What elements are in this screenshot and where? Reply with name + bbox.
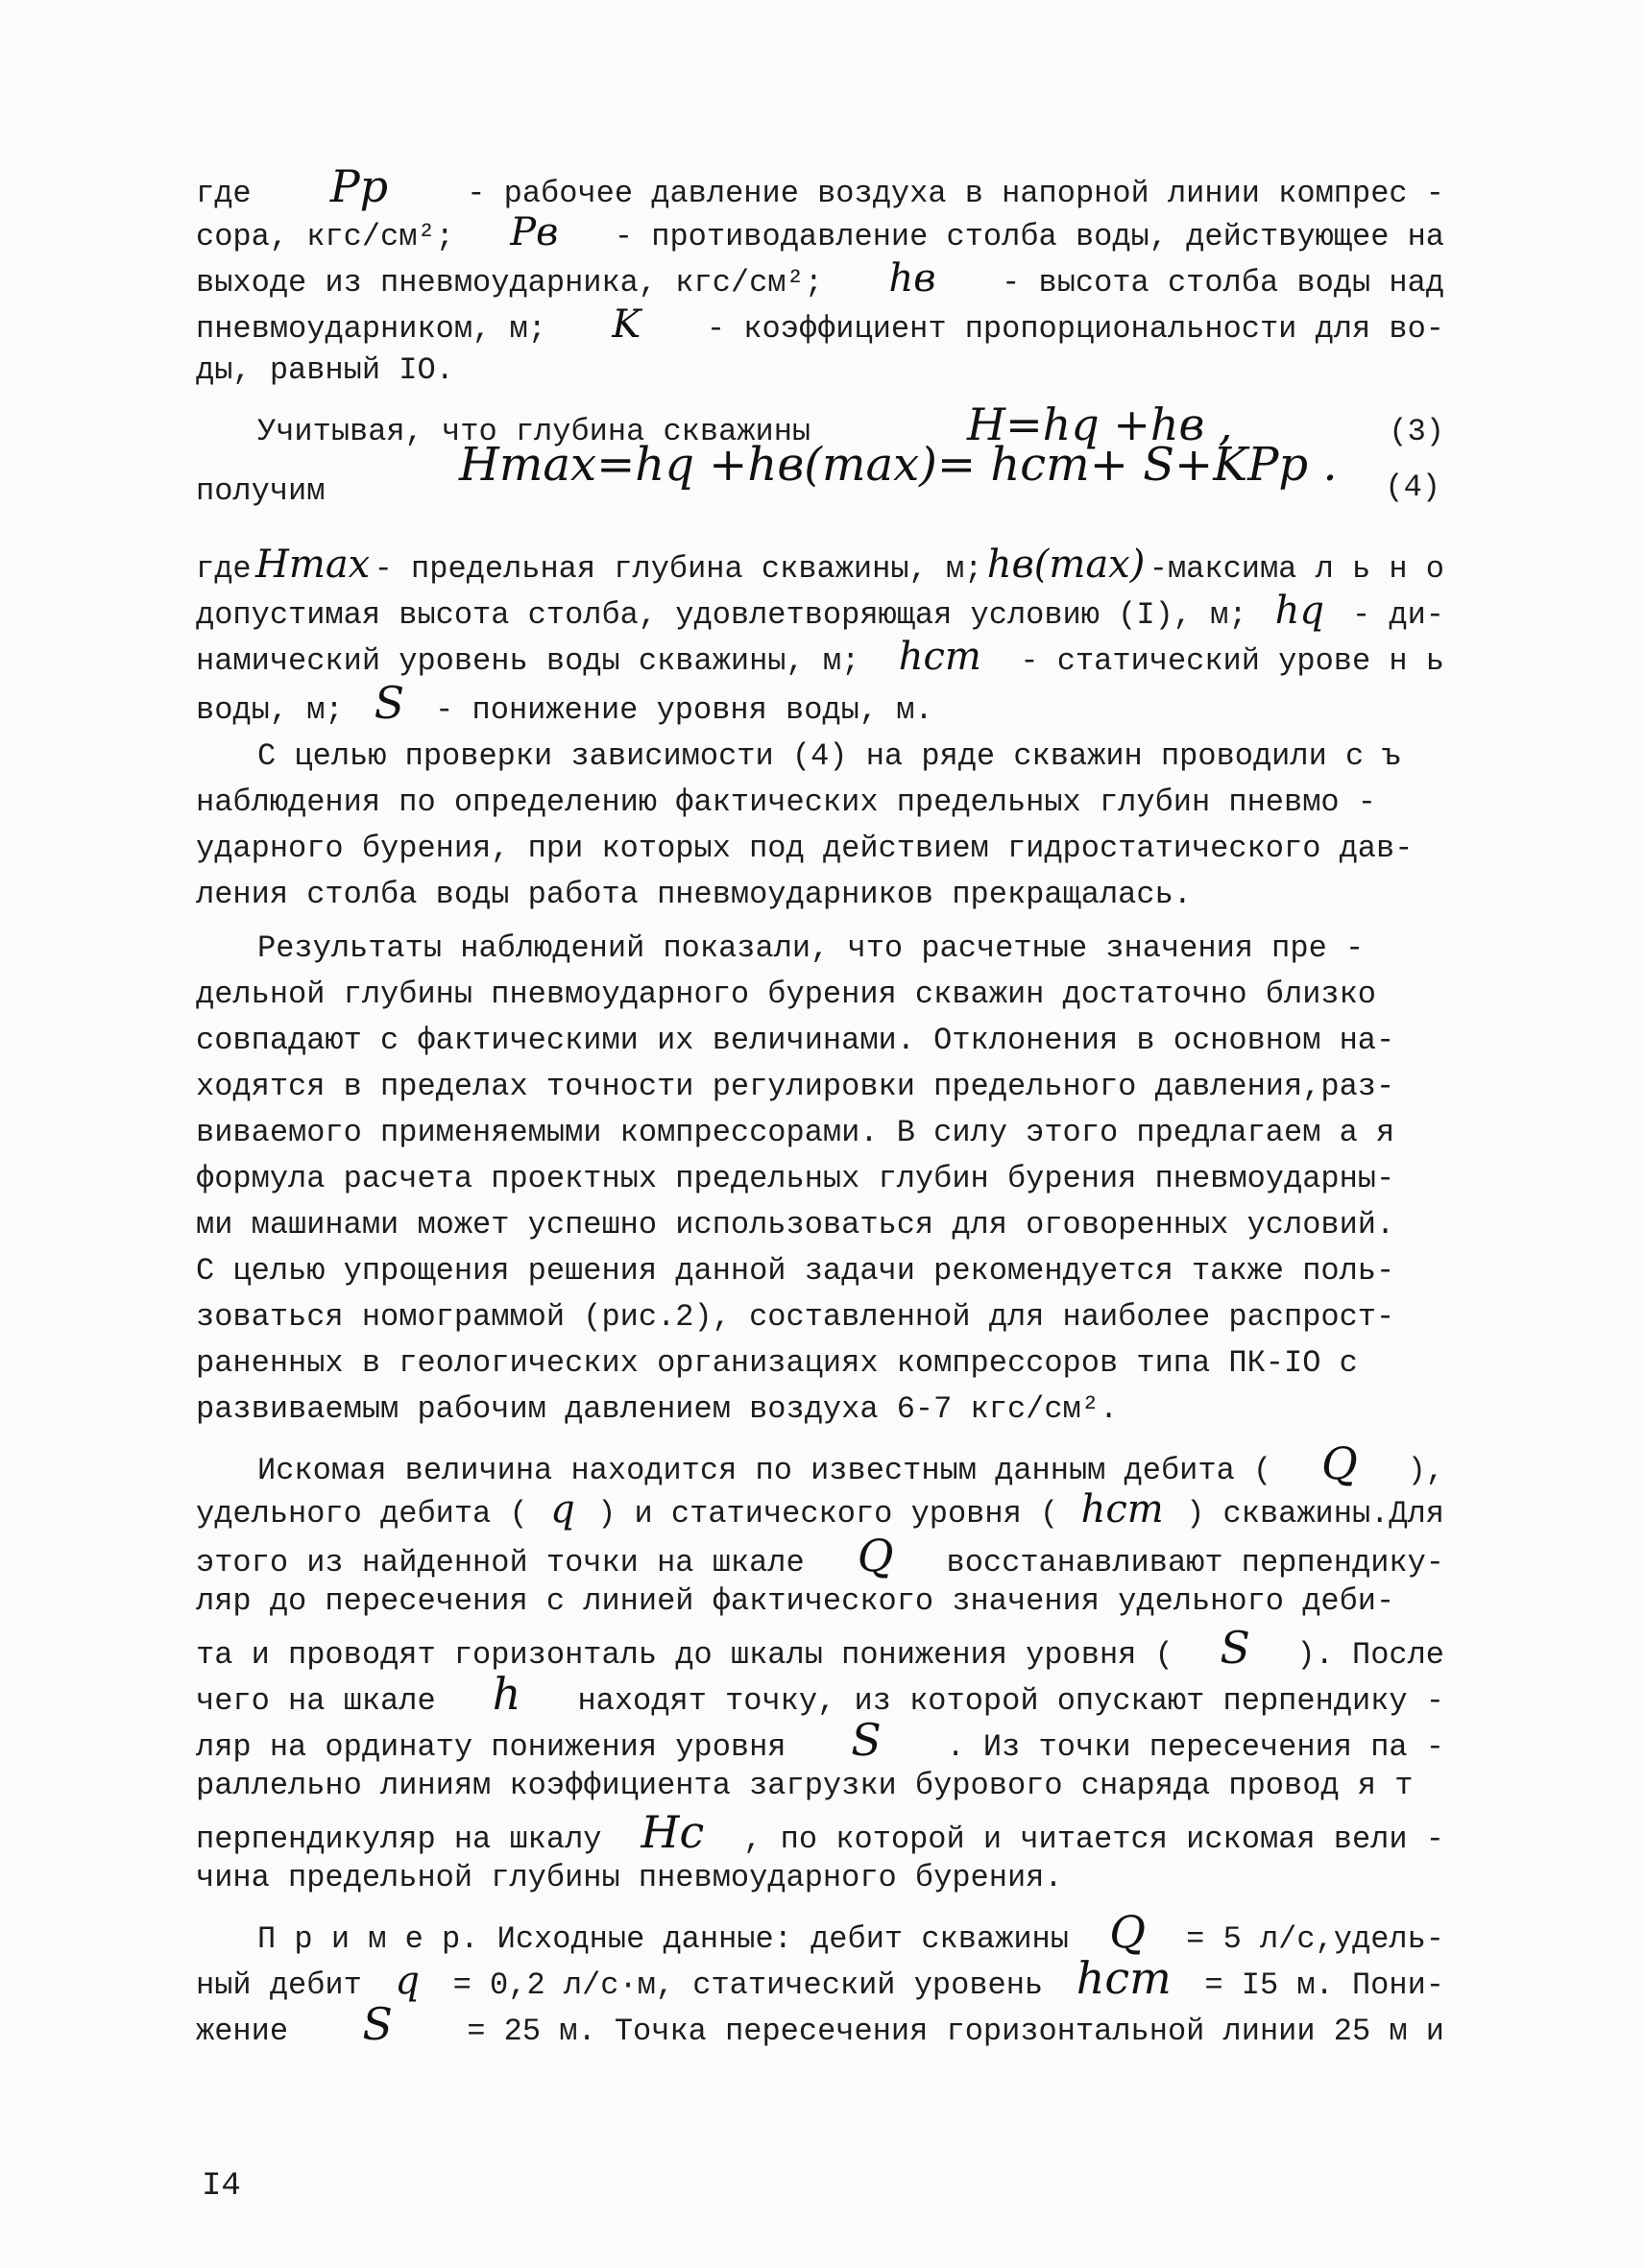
text-line: С целью упрощения решения данной задачи рекомендуется также поль- — [196, 1253, 1395, 1289]
formula-symbol: Pв — [510, 210, 559, 254]
text-line: С целью проверки зависимости (4) на ряде скважин проводили с ъ — [257, 738, 1401, 774]
text-line: ления столба воды работа пневмоударников прекращалась. — [196, 877, 1192, 912]
text-line: ходятся в пределах точности регулировки предельного давления,раз- — [196, 1069, 1395, 1104]
text-line: развиваемым рабочим давлением воздуха 6-7 кгс/см². — [196, 1391, 1119, 1427]
text-line: воды, м; S - понижение уровня воды, м. — [196, 677, 933, 729]
text-line: жение S = 25 м. Точка пересечения горизонтальной линии 25 м и — [196, 1998, 1444, 2050]
text-line: намический уровень воды скважины, м; hcm - статический урове н ь — [196, 635, 1444, 679]
text-line: ляр на ординату понижения уровня S . Из точки пересечения па - — [196, 1714, 1444, 1766]
text-line: формула расчета проектных предельных глубин бурения пневмоударны- — [196, 1161, 1395, 1196]
formula-symbol: S — [851, 1714, 882, 1766]
page-body — [196, 160, 1444, 2050]
text-line: совпадают с фактическими их величинами. Отклонения в основном на- — [196, 1023, 1395, 1058]
paragraph-example — [196, 1906, 1444, 2050]
text-line: та и проводят горизонталь до шкалы понижения уровня ( S ). После — [196, 1622, 1444, 1674]
text-line: дельной глубины пневмоударного бурения скважин достаточно близко — [196, 977, 1376, 1012]
text-line: Результаты наблюдений показали, что расчетные значения пре - — [257, 930, 1365, 966]
paragraph-verification — [196, 734, 1444, 918]
formula: H=hq +hв , — [966, 398, 1233, 450]
formula-symbol: Q — [857, 1530, 894, 1581]
formula-symbol: S — [362, 1998, 393, 2050]
formula-symbol: Hc — [641, 1806, 705, 1858]
formula-symbol: Hmax — [255, 543, 371, 587]
paragraph-definitions-2 — [196, 542, 1444, 729]
text-line: П р и м е р. Исходные данные: дебит скважины Q = 5 л/с,удель- — [257, 1906, 1444, 1958]
page-number: I4 — [202, 2168, 241, 2205]
formula-symbol: hq — [1274, 589, 1324, 633]
formula-symbol: hв(max) — [986, 543, 1146, 587]
text-line: ды, равный IO. — [196, 352, 454, 388]
paragraph-results — [196, 926, 1444, 1433]
text-line: ный дебит q = 0,2 л/с·м, статический уровень hcm = I5 м. Пони- — [196, 1952, 1444, 2004]
text-line: перпендикуляр на шкалу Hc , по которой и читается искомая вели - — [196, 1806, 1444, 1858]
formula-symbol: Pp — [329, 160, 389, 212]
text-line: зоваться номограммой (рис.2), составленной для наиболее распрост- — [196, 1299, 1395, 1335]
equation-number: (4) — [1385, 470, 1440, 505]
formula-symbol: S — [374, 677, 405, 729]
text-line: раненных в геологических организациях компрессоров типа ПК-IO с — [196, 1345, 1358, 1381]
formula-symbol: hcm — [898, 635, 981, 679]
text-line: выходе из пневмоударника, кгс/см²; hв - высота столба воды над — [196, 256, 1444, 301]
text-line: чего на шкале h находят точку, из которой опускают перпендику - — [196, 1668, 1444, 1720]
text-line: этого из найденной точки на шкале Q восстанавливают перпендику- — [196, 1530, 1444, 1581]
formula-symbol: Q — [1321, 1437, 1358, 1489]
text-line: пневмоударником, м; K - коэффициент пропорциональности для во- — [196, 302, 1444, 347]
text-line: наблюдения по определению фактических предельных глубин пневмо - — [196, 784, 1376, 820]
text-line: удельного дебита ( q ) и статического уровня ( hcm ) скважины.Для — [196, 1487, 1444, 1532]
paragraph-nomogram-usage — [196, 1437, 1444, 1901]
formula-symbol: hcm — [1080, 1487, 1164, 1532]
paragraph-definitions-1 — [196, 160, 1444, 394]
equation-number: (3) — [1389, 414, 1444, 449]
text-line: чина предельной глубины пневмоударного бурения. — [196, 1860, 1063, 1895]
formula-symbol: h — [492, 1668, 521, 1720]
formula: Hmax=hq +hв(max)= hcm+ S+KPp . — [459, 438, 1338, 492]
text-line: ляр до пересечения с линией фактического значения удельного деби- — [196, 1583, 1395, 1619]
formula-symbol: hв — [888, 256, 936, 301]
text-line: где Pp - рабочее давление воздуха в напорной линии компрес - — [196, 160, 1444, 212]
equation-3: Учитывая, что глубина скважины H=hq +hв , (3) — [196, 401, 1444, 447]
formula-symbol: q — [550, 1487, 575, 1532]
formula-symbol: q — [395, 1959, 421, 2003]
text-line: ми машинами может успешно использоваться для оговоренных условий. — [196, 1207, 1395, 1243]
text-line: виваемого применяемыми компрессорами. В силу этого предлагаем а я — [196, 1115, 1395, 1150]
equation-4: получим Hmax=hq +hв(max)= hcm+ S+KPp . (4) — [196, 438, 1440, 509]
formula-symbol: Q — [1109, 1906, 1146, 1958]
text-line: допустимая высота столба, удовлетворяющая условию (I), м; hq - ди- — [196, 589, 1444, 633]
text-line: сора, кгс/см²; Pв - противодавление столба воды, действующее на — [196, 210, 1444, 254]
text-line: ударного бурения, при которых под действием гидростатического дав- — [196, 831, 1414, 866]
formula-symbol: S — [1220, 1622, 1250, 1674]
text-line: где Hmax - предельная глубина скважины, м; hв(max) -максима л ь н о — [196, 543, 1444, 587]
text-line: Искомая величина находится по известным данным дебита ( Q ), — [257, 1437, 1444, 1489]
text-line: раллельно линиям коэффициента загрузки бурового снаряда провод я т — [196, 1768, 1414, 1803]
formula-symbol: hcm — [1076, 1952, 1172, 2004]
formula-symbol: K — [612, 302, 641, 347]
